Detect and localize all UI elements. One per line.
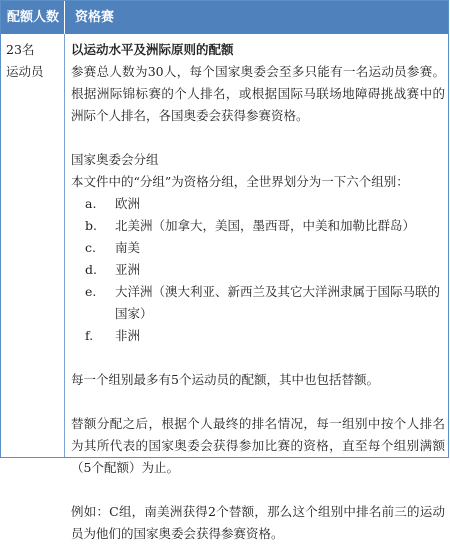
header-column-divider bbox=[64, 1, 65, 34]
quota-number: 23名 bbox=[6, 42, 35, 57]
list-item bbox=[71, 259, 445, 281]
list-text: 北美洲（加拿大，美国，墨西哥，中美和加勒比群岛） bbox=[115, 218, 416, 233]
qualification-cell bbox=[71, 39, 445, 545]
section-title: 以运动水平及洲际原则的配额 bbox=[71, 42, 234, 57]
table-header bbox=[1, 1, 448, 34]
list-item bbox=[71, 215, 445, 237]
list-text: 非洲 bbox=[115, 328, 141, 343]
list-letter: d. bbox=[85, 262, 97, 277]
list-item bbox=[71, 281, 445, 325]
group-intro: 本文件中的“分组”为资格分组，全世界划分为一下六个组别： bbox=[71, 174, 409, 189]
quota-unit: 运动员 bbox=[6, 64, 44, 79]
paragraph-quota-limit: 每一个组别最多有5个运动员的配额，其中也包括替额。 bbox=[71, 372, 379, 387]
list-letter: e. bbox=[85, 284, 97, 299]
list-letter: c. bbox=[85, 240, 96, 255]
column-divider bbox=[64, 1, 65, 457]
list-text: 亚洲 bbox=[115, 262, 141, 277]
list-text: 大洋洲（澳大利亚、新西兰及其它大洋洲隶属于国际马联的国家） bbox=[115, 284, 441, 321]
list-text: 南美 bbox=[115, 240, 141, 255]
header-quota-count: 配额人数 bbox=[7, 10, 60, 25]
quota-cell bbox=[6, 39, 62, 83]
group-title: 国家奥委会分组 bbox=[71, 152, 159, 167]
list-item bbox=[71, 193, 445, 215]
list-text: 欧洲 bbox=[115, 196, 141, 211]
list-letter: f. bbox=[85, 328, 94, 343]
paragraph-allocation: 替额分配之后，根据个人最终的排名情况，每一组别中按个人排名为其所代表的国家奥委会获得参加比赛的资格，直至每个组别满额（5个配额）为止。 bbox=[71, 416, 445, 475]
paragraph-participants: 参赛总人数为30人，每个国家奥委会至多只能有一名运动员参赛。根据洲际锦标赛的个人排名，或根据国际马联场地障碍挑战赛中的洲际个人排名，各国奥委会获得参赛资格。 bbox=[71, 64, 445, 123]
header-qualification: 资格赛 bbox=[75, 10, 115, 25]
list-item bbox=[71, 237, 445, 259]
paragraph-example: 例如：C组，南美洲获得2个替额，那么这个组别中排名前三的运动员为他们的国家奥委会获得参赛资格。 bbox=[71, 504, 445, 541]
list-letter: a. bbox=[85, 196, 97, 211]
list-letter: b. bbox=[85, 218, 97, 233]
list-item bbox=[71, 325, 445, 347]
